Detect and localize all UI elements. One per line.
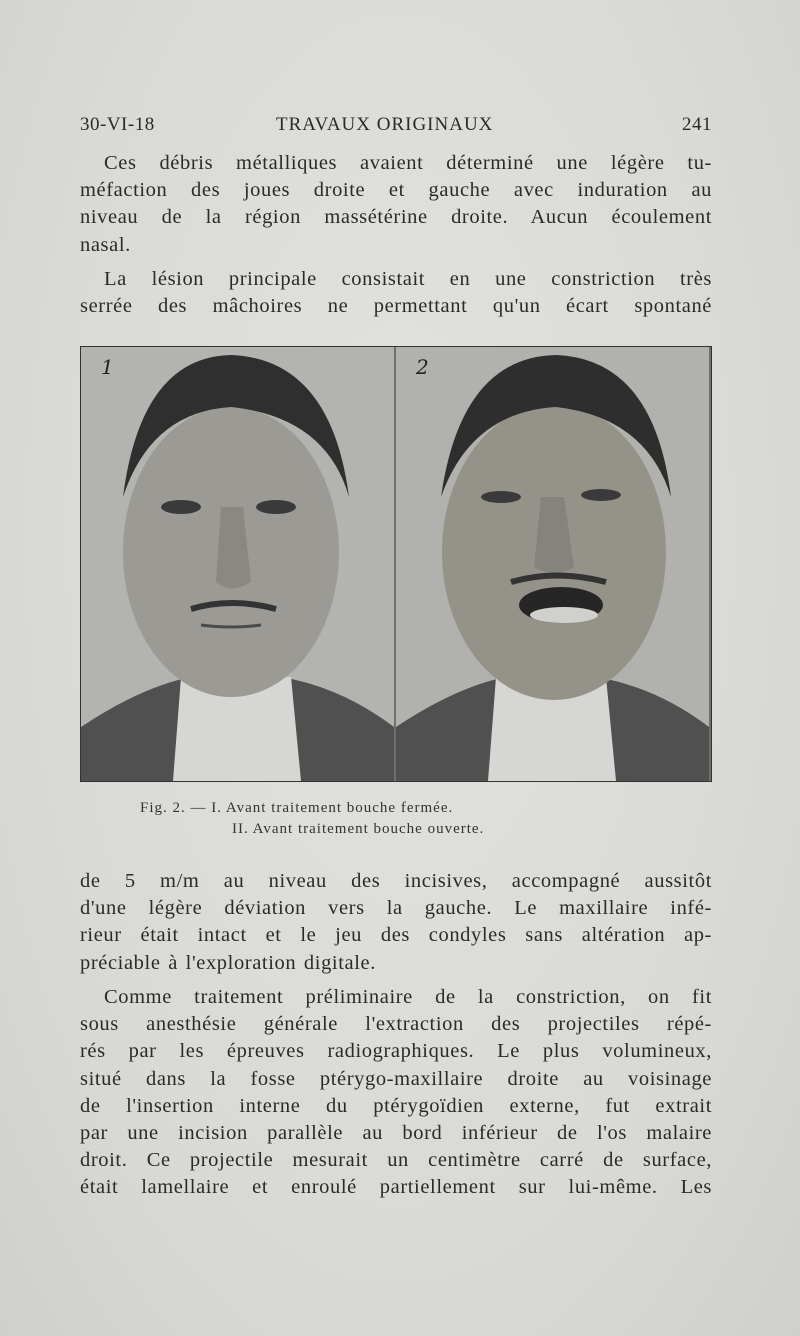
portrait-closed-mouth-image: [81, 347, 394, 781]
text-line: Comme traitement préliminaire de la constriction, on fit: [104, 986, 712, 1008]
paragraph-treatment: [80, 984, 712, 1202]
paragraph-lesion: [80, 266, 712, 320]
text-line: serrée des mâchoires ne permettant qu'un écart spontané: [80, 295, 712, 318]
text-line: était lamellaire et enroulé partiellement sur lui-même. Les: [80, 1176, 712, 1199]
running-head: [80, 114, 712, 142]
text-line: rés par les épreuves radiographiques. Le plus volumineux,: [80, 1040, 712, 1063]
text-line: préciable à l'exploration digitale.: [80, 951, 376, 974]
text-line: méfaction des joues droite et gauche avec induration au: [80, 179, 712, 202]
text-line: d'une légère déviation vers la gauche. Le maxillaire infé-: [80, 897, 712, 920]
photo-label: 2: [416, 355, 429, 379]
figure-caption: [140, 798, 484, 840]
header-date: 30-VI-18: [80, 114, 155, 135]
photo-mouth-open: [396, 347, 709, 781]
paragraph-opening: [80, 868, 712, 977]
text-line: niveau de la région massétérine droite. Aucun écoulement: [80, 206, 712, 229]
text-line: rieur était intact et le jeu des condyles sans altération ap-: [80, 924, 712, 947]
portrait-open-mouth-image: [396, 347, 709, 781]
text-line: de l'insertion interne du ptérygoïdien externe, fut extrait: [80, 1094, 712, 1117]
header-section: TRAVAUX ORIGINAUX: [276, 114, 494, 135]
text-line: La lésion principale consistait en une constriction très: [104, 268, 712, 290]
photo-label: 1: [101, 355, 114, 379]
text-line: situé dans la fosse ptérygo-maxillaire droite au voisinage: [80, 1067, 712, 1090]
page-number: 241: [682, 114, 712, 135]
text-line: par une incision parallèle au bord inférieur de l'os malaire: [80, 1122, 712, 1145]
text-line: droit. Ce projectile mesurait un centimètre carré de surface,: [80, 1149, 712, 1172]
caption-line: Fig. 2. — I. Avant traitement bouche fermée.: [140, 800, 454, 816]
text-line: de 5 m/m au niveau des incisives, accompagné aussitôt: [80, 870, 712, 892]
figure-photographs: [80, 346, 712, 782]
caption-line: II. Avant traitement bouche ouverte.: [232, 821, 485, 837]
text-line: nasal.: [80, 233, 131, 256]
photo-mouth-closed: [81, 347, 394, 781]
text-line: sous anesthésie générale l'extraction des projectiles répé-: [80, 1013, 712, 1036]
paragraph-debris: [80, 150, 712, 259]
text-line: Ces débris métalliques avaient déterminé une légère tu-: [104, 152, 712, 174]
